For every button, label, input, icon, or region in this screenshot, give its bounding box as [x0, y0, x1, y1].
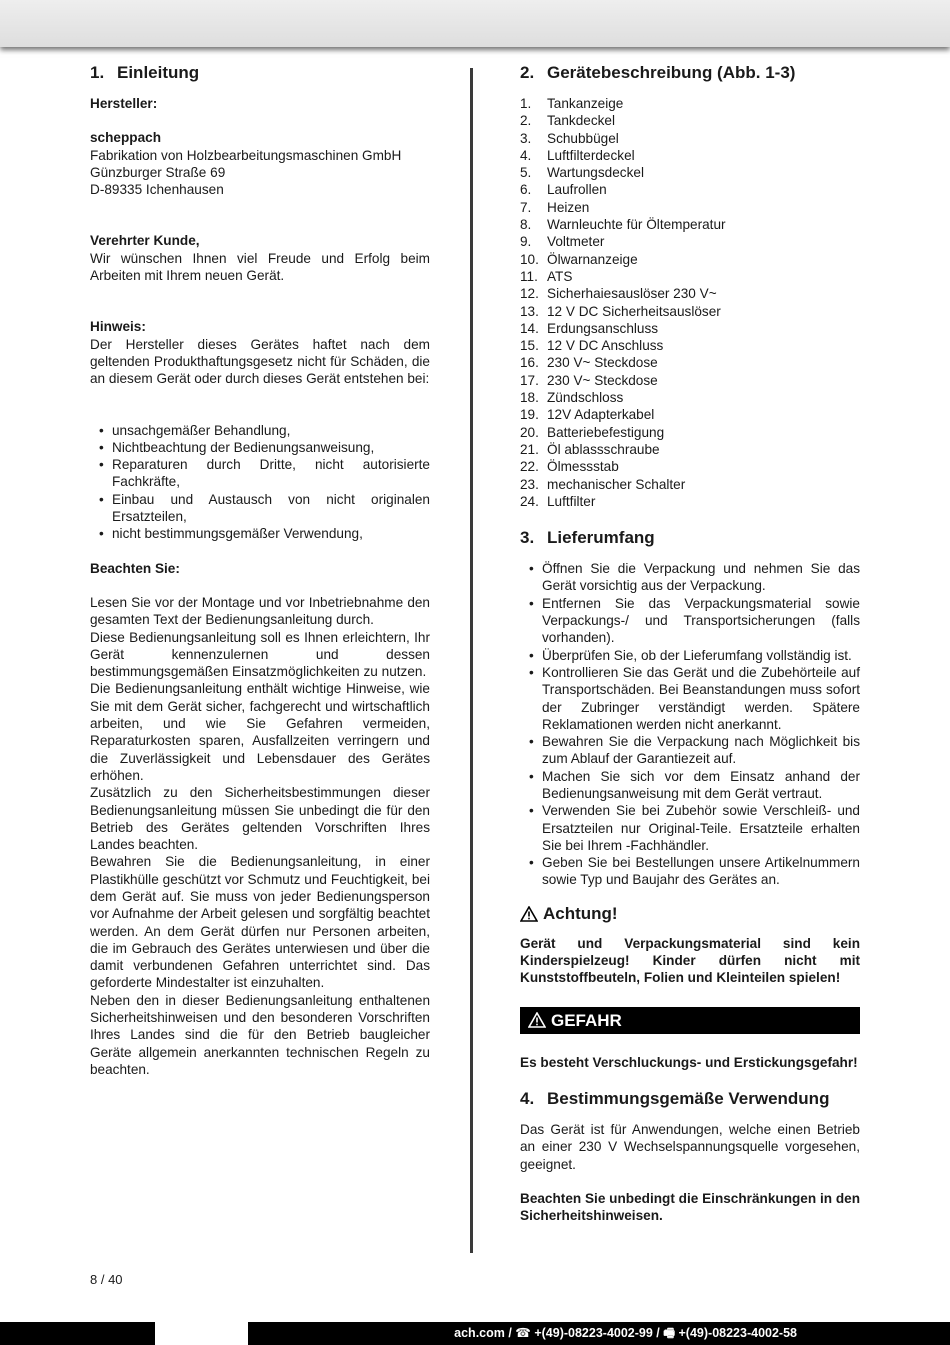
section-1-heading: 1. Einleitung — [90, 63, 200, 82]
parts-list-item — [520, 147, 860, 164]
list-item: • Überprüfen Sie, ob der Lieferumfang vollständig ist. — [520, 647, 860, 664]
part-label: Laufrollen — [547, 182, 607, 198]
part-number: 3. — [520, 130, 532, 146]
parts-list-item — [520, 181, 860, 198]
list-item: • Verwenden Sie bei Zubehör sowie Verschleiß- und Ersatzteilen nur Original-Teile. Ersatzteile erhalten Sie bei Ihrem -Fachhändler. — [520, 802, 860, 854]
address-line: D-89335 Ichenhausen — [90, 182, 224, 198]
greeting-text: Wir wünschen Ihnen viel Freude und Erfolg beim Arbeiten mit Ihrem neuen Gerät. — [90, 250, 430, 284]
parts-list-item — [520, 199, 860, 216]
warning-icon — [520, 906, 538, 922]
part-number: 10. — [520, 251, 539, 267]
part-label: Luftfilter — [547, 493, 596, 509]
part-label: 230 V~ Steckdose — [547, 372, 658, 388]
beachten-label: Beachten Sie: — [90, 560, 180, 576]
part-number: 11. — [520, 268, 538, 284]
list-item: • Geben Sie bei Bestellungen unsere Artikelnummern sowie Typ und Baujahr des Gerätes an. — [520, 854, 860, 889]
parts-list-item — [520, 354, 860, 371]
paragraph: Die Bedienungsanleitung enthält wichtige Hinweise, wie Sie mit dem Gerät sicher, fachgerecht und wirtschaftlich arbeiten, und wie Sie Gefahren vermeiden, Reparaturkosten sparen, Ausfallzeiten verringern und die Zuverlässigkeit und Lebensdauer des Gerätes erhöhen. — [90, 681, 430, 783]
manufacturer-label: Hersteller: — [90, 96, 158, 111]
part-number: 19. — [520, 407, 539, 423]
part-number: 24. — [520, 493, 539, 509]
section-3-heading: 3. Lieferumfang — [520, 528, 655, 548]
part-number: 12. — [520, 286, 539, 302]
list-item: • Reparaturen durch Dritte, nicht autorisierte Fachkräfte, — [90, 456, 430, 491]
warning-icon — [528, 1012, 546, 1028]
part-label: Erdungsanschluss — [547, 320, 659, 336]
parts-list-item — [520, 164, 860, 181]
part-label: Voltmeter — [547, 234, 605, 250]
liability-list — [90, 422, 430, 543]
parts-list-item — [520, 233, 860, 250]
usage-text: Das Gerät ist für Anwendungen, welche einen Betrieb an einer 230 V Wechselspannungsquelle vorgesehen, geeignet. — [520, 1121, 860, 1172]
list-item: • Öffnen Sie die Verpackung und nehmen Sie das Gerät vorsichtig aus der Verpackung. — [520, 560, 860, 595]
parts-list-item — [520, 372, 860, 389]
parts-list-item — [520, 458, 860, 475]
paragraph: Neben den in dieser Bedienungsanleitung enthaltenen Sicherheitshinweisen und den besonderen Vorschriften Ihres Landes sind die für den Betrieb baugleicher Geräte allgemein anerkannten technischen Regeln zu beachten. — [90, 992, 430, 1077]
part-number: 15. — [520, 338, 539, 354]
part-label: 12V Adapterkabel — [547, 407, 655, 423]
part-number: 13. — [520, 303, 539, 319]
paragraph: Bewahren Sie die Bedienungsanleitung, in einer Plastikhülle geschützt vor Schmutz und Feuchtigkeit, bei dem Gerät auf. Sie muss von jeder Bedienungsperson vor Aufnahme der Arbeit gelesen und sorgfältig beachtet werden. An dem Gerät dürfen nur Personen arbeiten, die im Gebrauch des Gerätes unterwiesen und über die damit verbundenen Gefahren unterrichtet sind. Das geforderte Mindestalter ist einzuhalten. — [90, 854, 430, 991]
part-label: Tankanzeige — [547, 96, 624, 111]
parts-list-item — [520, 130, 860, 147]
part-number: 23. — [520, 476, 539, 492]
left-column — [90, 62, 430, 1078]
part-number: 21. — [520, 441, 539, 457]
part-number: 14. — [520, 320, 539, 336]
column-divider — [470, 68, 473, 1253]
parts-list-item — [520, 493, 860, 510]
greeting-title: Verehrter Kunde, — [90, 233, 200, 249]
list-item: • Bewahren Sie die Verpackung nach Möglichkeit bis zum Ablauf der Garantiezeit auf. — [520, 733, 860, 768]
page-number: 8 / 40 — [90, 1272, 123, 1287]
danger-text: Es besteht Verschluckungs- und Erstickungsgefahr! — [520, 1054, 858, 1070]
top-header-bar — [0, 0, 950, 47]
address-line: Fabrikation von Holzbearbeitungsmaschinen GmbH — [90, 147, 402, 163]
usage-note: Beachten Sie unbedingt die Einschränkungen in den Sicherheitshinweisen. — [520, 1190, 860, 1224]
part-number: 17. — [520, 372, 539, 388]
part-number: 7. — [520, 199, 532, 215]
part-number: 18. — [520, 390, 539, 406]
delivery-list — [520, 560, 860, 889]
part-number: 8. — [520, 217, 532, 233]
part-label: Schubbügel — [547, 130, 619, 146]
list-item: • Entfernen Sie das Verpackungsmaterial sowie Verpackungs-/ und Transportsicherungen (falls vorhanden). — [520, 595, 860, 647]
part-label: 12 V DC Anschluss — [547, 338, 664, 354]
section-2-heading: 2. Gerätebeschreibung (Abb. 1-3) — [520, 63, 796, 82]
part-label: Ölwarnanzeige — [547, 251, 638, 267]
parts-list-item — [520, 285, 860, 302]
company-name: scheppach — [90, 130, 162, 146]
part-number: 4. — [520, 147, 532, 163]
list-item: • Nichtbeachtung der Bedienungsanweisung, — [90, 439, 430, 456]
part-number: 6. — [520, 182, 532, 198]
parts-list-item — [520, 251, 860, 268]
list-item: • Kontrollieren Sie das Gerät und die Zubehörteile auf Transportschäden. Bei Beanstandungen muss sofort der Zubringer verständigt werden. Spätere Reklamationen werden nicht anerkannt. — [520, 664, 860, 733]
paragraph: Lesen Sie vor der Montage und vor Inbetriebnahme den gesamten Text der Bedienungsanleitung durch. — [90, 594, 430, 628]
achtung-heading: Achtung! — [520, 903, 860, 925]
part-label: Warnleuchte für Öltemperatur — [547, 217, 726, 233]
parts-list — [520, 95, 860, 510]
part-number: 16. — [520, 355, 539, 371]
part-label: Tankdeckel — [547, 113, 616, 129]
achtung-text: Gerät und Verpackungsmaterial sind kein Kinderspielzeug! Kinder dürfen nicht mit Kunststoffbeuteln, Folien und Kleinteilen spielen! — [520, 935, 860, 986]
right-column — [520, 62, 860, 1224]
section-4-heading: 4. Bestimmungsgemäße Verwendung — [520, 1088, 830, 1108]
parts-list-item — [520, 406, 860, 423]
part-label: 12 V DC Sicherheitsauslöser — [547, 303, 721, 319]
notice-label: Hinweis: — [90, 319, 146, 335]
part-label: Ölmessstab — [547, 459, 619, 475]
parts-list-item — [520, 441, 860, 458]
part-number: 5. — [520, 165, 532, 181]
notice-text: Der Hersteller dieses Gerätes haftet nach dem geltenden Produkthaftungsgesetz nicht für Schäden, die an diesem Gerät oder durch dieses Gerät entstehen bei: — [90, 336, 430, 387]
paragraph: Zusätzlich zu den Sicherheitsbestimmungen dieser Bedienungsanleitung müssen Sie unbedingt die für den Betrieb des Gerätes geltenden Vorschriften Ihres Landes beachten. — [90, 785, 430, 853]
parts-list-item — [520, 95, 860, 112]
part-number: 20. — [520, 424, 539, 440]
parts-list-item — [520, 337, 860, 354]
part-label: 230 V~ Steckdose — [547, 355, 658, 371]
part-number: 1. — [520, 96, 532, 111]
paragraph: Diese Bedienungsanleitung soll es Ihnen erleichtern, Ihr Gerät kennenzulernen und dessen bestimmungsgemäßen Einsatzmöglichkeiten zu nutzen. — [90, 629, 430, 680]
parts-list-item — [520, 112, 860, 129]
address-line: Günzburger Straße 69 — [90, 164, 226, 180]
list-item: • Einbau und Austausch von nicht originalen Ersatzteilen, — [90, 491, 430, 526]
part-label: ATS — [547, 268, 573, 284]
parts-list-item — [520, 268, 860, 285]
part-label: Luftfilterdeckel — [547, 147, 635, 163]
part-number: 22. — [520, 459, 539, 475]
list-item: • unsachgemäßer Behandlung, — [90, 422, 430, 439]
part-label: Heizen — [547, 199, 590, 215]
part-label: Sicherhaiesauslöser 230 V~ — [547, 286, 717, 302]
parts-list-item — [520, 424, 860, 441]
part-number: 9. — [520, 234, 532, 250]
danger-banner: GEFAHR — [520, 1007, 860, 1034]
list-item: • Machen Sie sich vor dem Einsatz anhand der Bedienungsanweisung mit dem Gerät vertraut. — [520, 768, 860, 803]
footer-gap — [155, 1322, 248, 1345]
part-label: Batteriebefestigung — [547, 424, 665, 440]
part-label: Öl ablassschraube — [547, 441, 660, 457]
part-number: 2. — [520, 113, 532, 129]
parts-list-item — [520, 216, 860, 233]
part-label: Wartungsdeckel — [547, 165, 644, 181]
parts-list-item — [520, 476, 860, 493]
parts-list-item — [520, 320, 860, 337]
parts-list-item — [520, 389, 860, 406]
parts-list-item — [520, 303, 860, 320]
part-label: mechanischer Schalter — [547, 476, 686, 492]
list-item: • nicht bestimmungsgemäßer Verwendung, — [90, 525, 430, 542]
part-label: Zündschloss — [547, 390, 624, 406]
footer-contact: ach.com / ☎ +(49)-08223-4002-99 / 🖷 +(49)-08223-4002-58 — [454, 1326, 797, 1340]
